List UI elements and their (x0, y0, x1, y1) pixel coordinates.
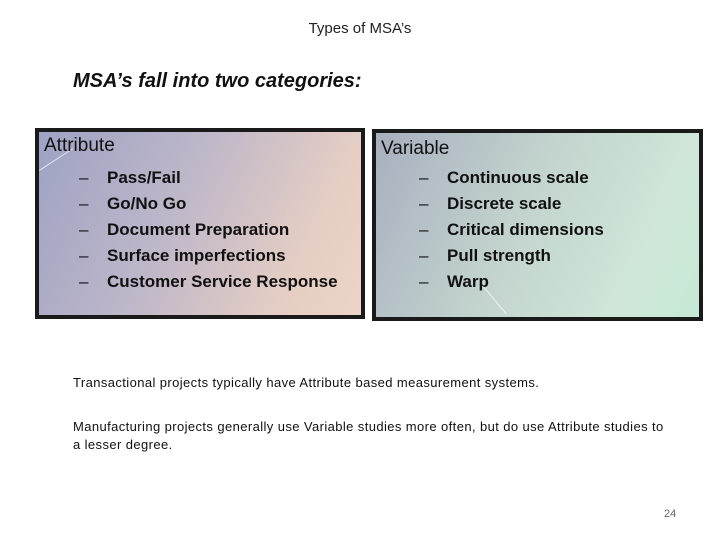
list-item (79, 243, 338, 269)
list-item-label: Critical dimensions (447, 220, 604, 239)
attribute-box (35, 128, 365, 319)
transactional-note: Transactional projects typically have Attribute based measurement systems. (73, 375, 540, 390)
list-item-label: Pull strength (447, 246, 551, 265)
dash-bullet: – (79, 168, 89, 187)
list-item-label: Document Preparation (107, 220, 290, 239)
list-item-label: Continuous scale (447, 168, 589, 187)
list-item (419, 217, 604, 243)
dash-bullet: – (419, 246, 429, 265)
dash-bullet: – (79, 220, 89, 239)
list-item (419, 269, 604, 295)
slide-subtitle: MSA’s fall into two categories: (73, 70, 362, 92)
dash-bullet: – (419, 272, 429, 291)
attribute-list (79, 165, 338, 295)
list-item (419, 243, 604, 269)
dash-bullet: – (79, 194, 89, 213)
dash-bullet: – (419, 220, 429, 239)
attribute-heading: Attribute (44, 135, 115, 156)
list-item-label: Warp (447, 272, 489, 291)
list-item-label: Discrete scale (447, 194, 562, 213)
list-item-label: Go/No Go (107, 194, 187, 213)
slide-title: Types of MSA’s (308, 20, 412, 37)
list-item (79, 217, 338, 243)
list-item (79, 191, 338, 217)
list-item (79, 269, 338, 295)
list-item (419, 165, 604, 191)
variable-heading: Variable (381, 138, 450, 159)
variable-box (372, 129, 703, 321)
dash-bullet: – (79, 246, 89, 265)
page-number: 24 (664, 508, 677, 520)
variable-list (419, 165, 604, 295)
list-item (419, 191, 604, 217)
manufacturing-note: Manufacturing projects generally use Variable studies more often, but do use Attribute studies to a lesser degree. (73, 419, 664, 452)
dash-bullet: – (79, 272, 89, 291)
list-item-label: Pass/Fail (107, 168, 181, 187)
list-item-label: Customer Service Response (107, 272, 338, 291)
dash-bullet: – (419, 168, 429, 187)
list-item-label: Surface imperfections (107, 246, 286, 265)
dash-bullet: – (419, 194, 429, 213)
list-item (79, 165, 338, 191)
